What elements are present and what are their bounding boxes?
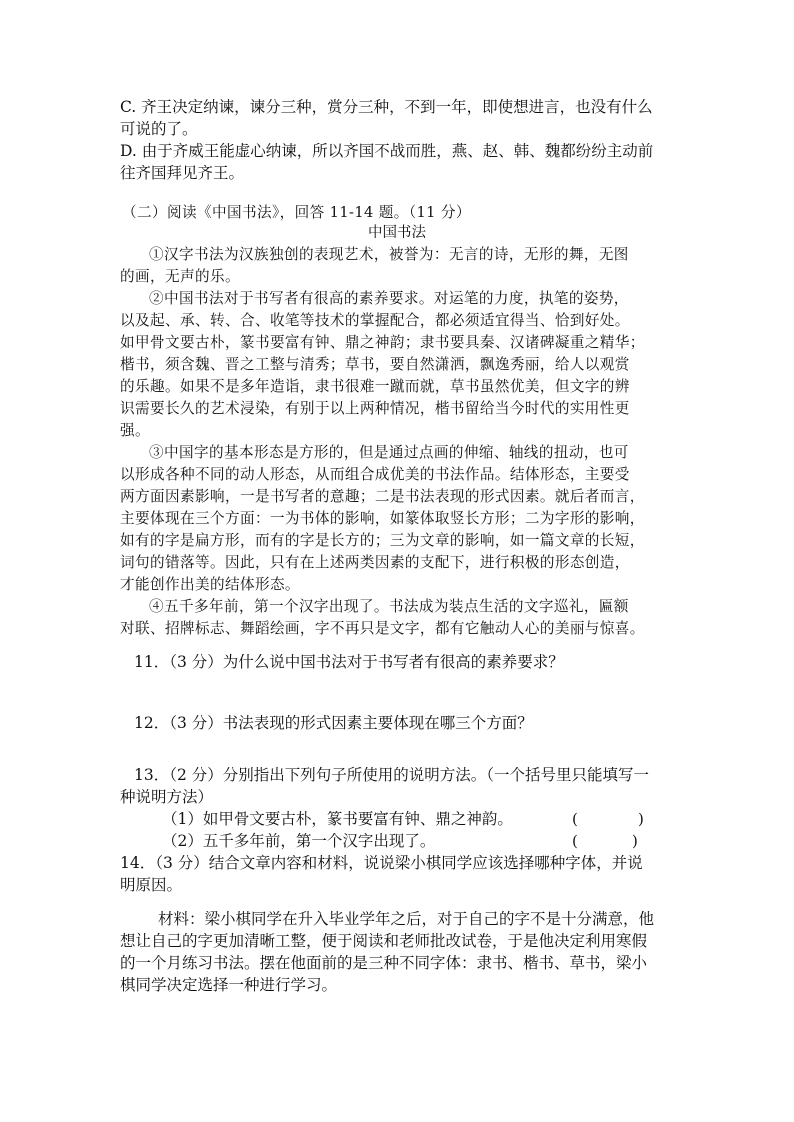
- question-14-line2: 明原因。: [120, 876, 183, 894]
- passage-p1-line1: ①汉字书法为汉族独创的表现艺术，被誉为：无言的诗，无形的舞，无图: [149, 246, 629, 263]
- answer-blank-2-open: (: [572, 832, 578, 850]
- option-c-line2: 可说的了。: [120, 120, 198, 138]
- question-14-line1: 14．（3 分）结合文章内容和材料，说说梁小棋同学应该选择哪种字体，并说: [120, 854, 643, 872]
- passage-p2-line6: 识需要长久的艺术浸染，有别于以上两种情况，楷书留给当今时代的实用性更: [120, 400, 630, 417]
- section-heading: （二）阅读《中国书法》，回答 11-14 题。（11 分）: [122, 204, 471, 221]
- passage-p2-line4: 楷书，须含魏、晋之工整与清秀；草书，要自然潇洒，飘逸秀丽，给人以观赏: [120, 356, 630, 373]
- answer-blank-2-close: ): [632, 832, 638, 850]
- passage-title: 中国书法: [368, 225, 426, 241]
- passage-p2-line3: 如甲骨文要古朴，篆书要富有钟、鼎之神韵；隶书要具秦、汉诸碑凝重之精华；: [120, 334, 645, 351]
- passage-p3-line6: 词句的错落等。因此，只有在上述两类因素的支配下，进行积极的形态创造，: [120, 554, 630, 571]
- passage-p3-line1: ③中国字的基本形态是方形的，但是通过点画的伸缩、轴线的扭动，也可: [149, 444, 629, 461]
- option-d-line2: 往齐国拜见齐王。: [120, 164, 245, 182]
- material-line3: 的一个月练习书法。摆在他面前的是三种不同字体：隶书、楷书、草书，梁小: [120, 954, 648, 972]
- passage-p2-line7: 强。: [120, 422, 150, 439]
- material-line4: 棋同学决定选择一种进行学习。: [120, 976, 338, 994]
- passage-p2-line5: 的乐趣。如果不是多年造诣，隶书很难一蹴而就，草书虽然优美，但文字的辨: [120, 378, 630, 395]
- material-line1: 材料：梁小棋同学在升入毕业学年之后，对于自己的字不是十分满意，他: [158, 910, 655, 928]
- answer-blank-1-open: (: [572, 810, 578, 828]
- passage-p3-line7: 才能创作出美的结体形态。: [120, 576, 300, 593]
- question-12: 12．（3 分）书法表现的形式因素主要体现在哪三个方面？: [134, 714, 533, 732]
- passage-p3-line5: 如有的字是扁方形，而有的字是长方的；三为文章的影响，如一篇文章的长短，: [120, 532, 645, 549]
- passage-p2-line1: ②中国书法对于书写者有很高的素养要求。对运笔的力度，执笔的姿势，: [149, 290, 629, 307]
- option-d-line1: D. 由于齐威王能虚心纳谏，所以齐国不战而胜，燕、赵、韩、魏都纷纷主动前: [120, 142, 654, 160]
- question-13-item-1: （1）如甲骨文要古朴，篆书要富有钟、鼎之神韵。: [162, 810, 513, 828]
- question-13-line1: 13．（2 分）分别指出下列句子所使用的说明方法。（一个括号里只能填写一: [134, 766, 650, 784]
- question-13-line2: 种说明方法）: [120, 788, 214, 806]
- passage-p3-line4: 主要体现在三个方面：一为书体的影响，如篆体取竖长方形；二为字形的影响，: [120, 510, 645, 527]
- question-11: 11．（3 分）为什么说中国书法对于书写者有很高的素养要求？: [134, 653, 564, 671]
- passage-p4-line2: 对联、招牌标志、舞蹈绘画，字不再只是文字，都有它触动人心的美丽与惊喜。: [120, 620, 645, 637]
- answer-blank-1-close: ): [638, 810, 644, 828]
- question-13-item-2: （2）五千多年前，第一个汉字出现了。: [162, 832, 436, 850]
- passage-p1-line2: 的画，无声的乐。: [120, 268, 240, 285]
- material-line2: 想让自己的字更加清晰工整，便于阅读和老师批改试卷，于是他决定利用寒假: [120, 932, 648, 950]
- passage-p2-line2: 以及起、承、转、合、收笔等技术的掌握配合，都必须适宜得当、恰到好处。: [120, 312, 630, 329]
- passage-p3-line3: 两方面因素影响，一是书写者的意趣；二是书法表现的形式因素。就后者而言，: [120, 488, 645, 505]
- passage-p3-line2: 以形成各种不同的动人形态，从而组合成优美的书法作品。结体形态，主要受: [120, 466, 630, 483]
- option-c-line1: C. 齐王决定纳谏，谏分三种，赏分三种，不到一年，即使想进言，也没有什么: [120, 98, 653, 116]
- passage-p4-line1: ④五千多年前，第一个汉字出现了。书法成为装点生活的文字巡礼，匾额: [149, 598, 629, 615]
